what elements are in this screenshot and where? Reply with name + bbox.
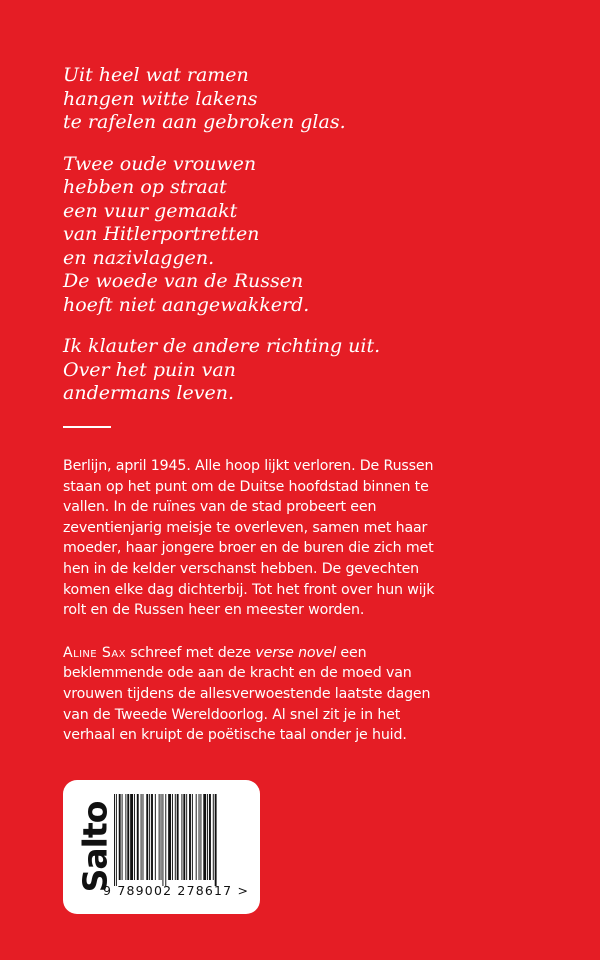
barcode [114, 794, 249, 886]
poem-line: hoeft niet aangewakkerd. [63, 293, 310, 316]
author-line: van de Tweede Wereldoorlog. Al snel zit je in het [63, 706, 401, 723]
synopsis-paragraph [63, 456, 543, 621]
poem-line: hangen witte lakens [63, 87, 258, 110]
publisher-barcode-panel [63, 780, 260, 914]
synopsis-line: komen elke dag dichterbij. Tot het front over hun wijk [63, 581, 435, 598]
poem-line: Over het puin van [63, 358, 236, 381]
poem-line: Twee oude vrouwen [63, 152, 257, 175]
poem-line: hebben op straat [63, 176, 227, 198]
poem-line: te rafelen aan gebroken glas. [63, 111, 346, 133]
author-line: vrouwen tijdens de allesverwoestende laatste dagen [63, 685, 431, 702]
publisher-logo [77, 798, 113, 896]
synopsis-line: moeder, haar jongere broer en de buren die zich met [63, 540, 434, 557]
poem-line: van Hitlerportretten [63, 223, 260, 245]
poem-line: Uit heel wat ramen [63, 64, 249, 86]
poem-line: en nazivlaggen. [63, 246, 215, 269]
divider [63, 426, 111, 428]
author-paragraph [63, 643, 543, 746]
isbn-digits: 9 789002 278617 > [103, 883, 250, 898]
poem-stanza-3 [63, 335, 543, 406]
poem-line: Ik klauter de andere richting uit. [63, 335, 381, 357]
author-line: beklemmende ode aan de kracht en de moed van [63, 665, 412, 682]
publisher-logo-text: Salto [75, 801, 115, 893]
back-cover-blurb [63, 456, 543, 768]
poem-stanza-1 [63, 64, 543, 135]
synopsis-line: staan op het punt om de Duitse hoofdstad binnen te [63, 478, 429, 495]
synopsis-line: rolt en de Russen heer en meester worden. [63, 602, 365, 619]
poem-line: andermans leven. [63, 382, 234, 404]
synopsis-line: vallen. In de ruïnes van de stad probeert een [63, 499, 377, 516]
synopsis-line: zeventienjarig meisje te overleven, samen met haar [63, 519, 428, 536]
poem-line: De woede van de Russen [63, 270, 304, 292]
poem-excerpt [63, 64, 543, 424]
poem-line: een vuur gemaakt [63, 199, 238, 222]
poem-stanza-2 [63, 153, 543, 318]
synopsis-line: Berlijn, april 1945. Alle hoop lijkt verloren. De Russen [63, 458, 434, 474]
author-line [63, 643, 543, 664]
author-line-end: een [336, 644, 367, 661]
author-line-text: schreef met deze [125, 644, 256, 661]
author-line: verhaal en kruipt de poëtische taal onder je huid. [63, 727, 407, 744]
author-name: Aline Sax [63, 644, 126, 661]
synopsis-line: hen in de kelder verschanst hebben. De gevechten [63, 560, 420, 577]
genre-term: verse novel [255, 644, 337, 661]
